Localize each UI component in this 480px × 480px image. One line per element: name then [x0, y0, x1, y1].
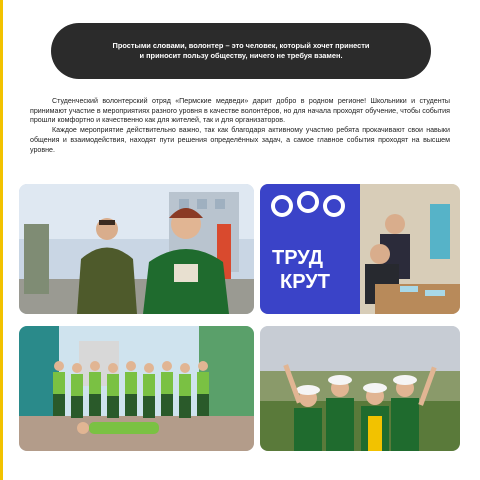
photo-volunteers-outdoor — [19, 184, 254, 314]
paragraph-importance: Каждое мероприятие действительно важно, так как благодаря активному участию ребята прокачивают свои навыки общения и взаимодействия, находят пути решения определённых задач, а самое главное события проходят на высшем уровне. — [30, 126, 450, 154]
quote-line-2: и приносит пользу обществу, ничего не требуя взамен. — [139, 51, 343, 60]
quote-line-1: Простыми словами, волонтер – это человек, который хочет принести — [112, 41, 370, 50]
left-accent-stripe — [0, 0, 3, 480]
article-body — [30, 97, 450, 155]
photo-girls-in-caps — [260, 326, 460, 451]
paragraph-intro: Студенческий волонтерский отряд «Пермские медведи» дарит добро в родном регионе! Школьники и студенты принимают участие в мероприятиях разного уровня в качестве волонтёров, но для начала проходят обучение, чтобы события прошли комфортно и качественно как для жителей, так и для организаторов. — [30, 97, 450, 125]
banner-text-trud: ТРУД — [272, 247, 323, 269]
banner-text-krut: КРУТ — [280, 271, 330, 293]
quote-banner — [51, 23, 431, 79]
photo-trud-krut-banner — [260, 184, 460, 314]
photo-group-green-shirts — [19, 326, 254, 451]
